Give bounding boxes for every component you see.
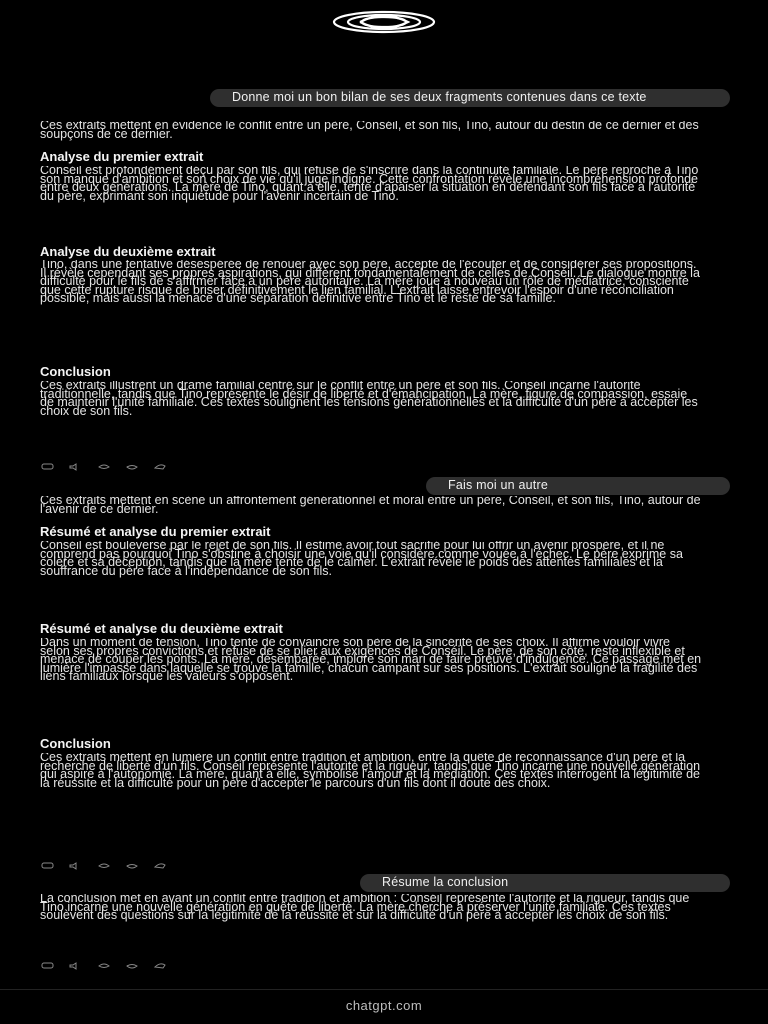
message-actions (40, 463, 168, 471)
assistant-paragraph: Ces extraits mettent en lumière un conflit entre tradition et ambition, entre la quête de reconnaissance d'un père et la recherche de liberté d'un fils. Conséil représente l'autorité et la rigueur, tandis que Tino incarne une nouvelle génération qui aspire à l'autonomie. La mère, quant à elle, symbolise l'amour et la médiation. Ces textes interrogent la légitimité de la réussite et la difficulté pour un père d'accepter le parcours d'un fils dont il doute des choix. (40, 753, 701, 790)
assistant-message (40, 121, 702, 451)
section-heading: Analyse du premier extrait (40, 149, 204, 164)
message-actions (40, 962, 168, 970)
speaker-icon[interactable] (68, 463, 84, 471)
copy-icon[interactable] (40, 862, 56, 870)
section-heading: Conclusion (40, 736, 111, 751)
chatgpt-logo-icon (330, 8, 438, 36)
thumbs-up-icon[interactable] (96, 862, 112, 870)
assistant-intro: Ces extraits mettent en évidence le conflit entre un père, Conséil, et son fils, Tino, autour du destin de ce dernier et des soupçons de ce dernier. (40, 121, 699, 141)
assistant-message (40, 496, 702, 849)
assistant-message (40, 894, 702, 956)
assistant-paragraph: Conséil est profondément déçu par son fils, qui refuse de s'inscrire dans la continuité familiale. Le père reproche à Tino son manque d'ambition et son choix de vie qu'il juge indigne. Cette confrontation révèle une incompréhension profonde entre deux générations. La mère de Tino, quant à elle, tente d'apaiser la situation en défendant son fils face à l'autorité du père, exprimant son inquiétude pour l'avenir incertain de Tino. (40, 166, 699, 203)
thumbs-up-icon[interactable] (96, 962, 112, 970)
assistant-intro: Ces extraits mettent en scène un affrontement générationnel et moral entre un père, Conséil, et son fils, Tino, autour de l'avenir de ce dernier. (40, 496, 701, 516)
assistant-paragraph: Tino, dans une tentative désespérée de renouer avec son père, accepte de l'écouter et de considérer ses propositions. Il révèle cependant ses propres aspirations, qui diffèrent fondamentalement de celles de Conséil. Le dialogue montre la difficulté pour le fils de s'affirmer face à un père autoritaire. La mère joue à nouveau un rôle de médiatrice, consciente que cette rupture risque de briser définitivement le lien familial. L'extrait laisse entrevoir l'espoir d'une réconciliation possible, mais aussi la menace d'une séparation définitive entre Tino et le reste de sa famille. (40, 260, 700, 306)
copy-icon[interactable] (40, 962, 56, 970)
thumbs-down-icon[interactable] (124, 862, 140, 870)
user-message: Donne moi un bon bilan de ses deux fragments contenues dans ce texte (210, 89, 730, 107)
thumbs-down-icon[interactable] (124, 962, 140, 970)
footer-divider (0, 989, 768, 990)
regenerate-icon[interactable] (152, 862, 168, 870)
section-heading: Analyse du deuxième extrait (40, 244, 216, 259)
regenerate-icon[interactable] (152, 962, 168, 970)
assistant-paragraph: Dans un moment de tension, Tino tente de convaincre son père de la sincérité de ses choix. Il affirme vouloir vivre selon ses propres convictions et refuse de se plier aux exigences de Conséil. Le père, de son côté, reste inflexible et menace de couper les ponts. La mère, désemparée, implore son mari de faire preuve d'indulgence. Ce passage met en lumière l'impasse dans laquelle se trouve la famille, chacun campant sur ses positions. L'extrait souligne la fragilité des liens familiaux lorsque les valeurs s'opposent. (40, 638, 702, 684)
user-message: Résume la conclusion (360, 874, 730, 892)
thumbs-down-icon[interactable] (124, 463, 140, 471)
footer-url: chatgpt.com (345, 998, 423, 1013)
assistant-paragraph: Conséil est bouleversé par le rejet de son fils. Il estime avoir tout sacrifié pour lui offrir un avenir prospère, et il ne comprend pas pourquoi Tino s'obstine à choisir une voie qu'il considère comme vouée à l'échec. Le père exprime sa colère et sa déception, tandis que la mère tente de le calmer. L'extrait révèle le poids des attentes familiales et la souffrance du père face à l'indépendance de son fils. (40, 541, 683, 578)
thumbs-up-icon[interactable] (96, 463, 112, 471)
assistant-paragraph: Ces extraits illustrent un drame familial centré sur le conflit entre un père et son fils. Conséil incarne l'autorité traditionnelle, tandis que Tino représente le désir de liberté et d'émancipation. La mère, figure de compassion, essaie de maintenir l'unité familiale. Ces textes soulignent les tensions générationnelles et la difficulté d'un père à accepter les choix de son fils. (40, 381, 698, 418)
speaker-icon[interactable] (68, 962, 84, 970)
section-heading: Résumé et analyse du deuxième extrait (40, 621, 283, 636)
section-heading: Conclusion (40, 364, 111, 379)
speaker-icon[interactable] (68, 862, 84, 870)
assistant-paragraph: La conclusion met en avant un conflit entre tradition et ambition : Conséil représente l'autorité et la rigueur, tandis que Tino incarne une nouvelle génération en quête de liberté. La mère cherche à préserver l'unité familiale. Ces textes soulèvent des questions sur la légitimité de la réussite et sur la difficulté d'un père à accepter les choix de son fils. (40, 894, 690, 923)
message-actions (40, 862, 168, 870)
user-message: Fais moi un autre (426, 477, 730, 495)
section-heading: Résumé et analyse du premier extrait (40, 524, 271, 539)
regenerate-icon[interactable] (152, 463, 168, 471)
copy-icon[interactable] (40, 463, 56, 471)
